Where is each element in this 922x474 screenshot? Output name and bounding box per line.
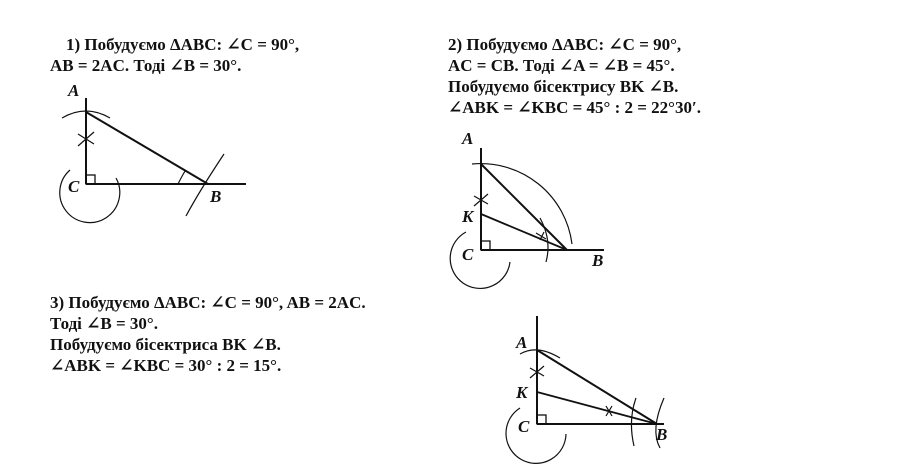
figure-3 bbox=[506, 316, 667, 463]
problem-2-line-1: 2) Побудуємо ΔABC: ∠C = 90°, bbox=[448, 35, 682, 54]
fig2-label-k: K bbox=[462, 207, 474, 226]
fig3-side-ab bbox=[537, 350, 657, 424]
fig2-side-ab bbox=[481, 164, 567, 250]
fig2-label-b: B bbox=[592, 251, 604, 270]
fig2-bisector-bk bbox=[481, 214, 567, 250]
fig2-tick-bisector bbox=[536, 232, 546, 240]
fig2-right-angle-mark bbox=[481, 241, 490, 250]
problem-1-line-1: 1) Побудуємо ΔABC: ∠C = 90°, bbox=[66, 35, 300, 54]
problem-2-line-4: ∠ABK = ∠KBC = 45° : 2 = 22°30′. bbox=[448, 98, 702, 117]
fig3-arc-at-b bbox=[631, 398, 636, 446]
fig3-label-c: C bbox=[518, 417, 530, 436]
fig1-side-ab bbox=[86, 112, 208, 184]
problem-3-line-4: ∠ABK = ∠KBC = 30° : 2 = 15°. bbox=[50, 356, 282, 375]
problem-2-line-3: Побудуємо бісектрису BK ∠B. bbox=[448, 77, 679, 96]
fig1-label-a: A bbox=[68, 81, 80, 100]
figure-2 bbox=[450, 129, 604, 288]
fig3-bisector-bk bbox=[537, 392, 657, 424]
fig3-label-a: A bbox=[516, 333, 528, 352]
fig3-label-b: B bbox=[656, 425, 668, 444]
fig2-label-a: A bbox=[462, 129, 474, 148]
problem-3-line-2: Тоді ∠B = 30°. bbox=[50, 314, 158, 333]
fig1-angle-arc-b bbox=[178, 170, 186, 184]
problem-3-line-3: Побудуємо бісектриса BK ∠B. bbox=[50, 335, 281, 354]
problem-2-line-2: AC = CB. Тоді ∠A = ∠B = 45°. bbox=[448, 56, 675, 75]
fig2-label-c: C bbox=[462, 245, 474, 264]
fig1-label-c: C bbox=[68, 177, 80, 196]
problem-3-line-1: 3) Побудуємо ΔABC: ∠C = 90°, AB = 2AC. bbox=[50, 293, 366, 312]
fig1-label-b: B bbox=[210, 187, 222, 206]
figure-1 bbox=[60, 81, 246, 223]
problem-1-line-2: AB = 2AC. Тоді ∠B = 30°. bbox=[50, 56, 242, 75]
fig1-right-angle-mark bbox=[86, 175, 95, 184]
fig3-label-k: K bbox=[516, 383, 528, 402]
fig3-right-angle-mark bbox=[537, 415, 546, 424]
